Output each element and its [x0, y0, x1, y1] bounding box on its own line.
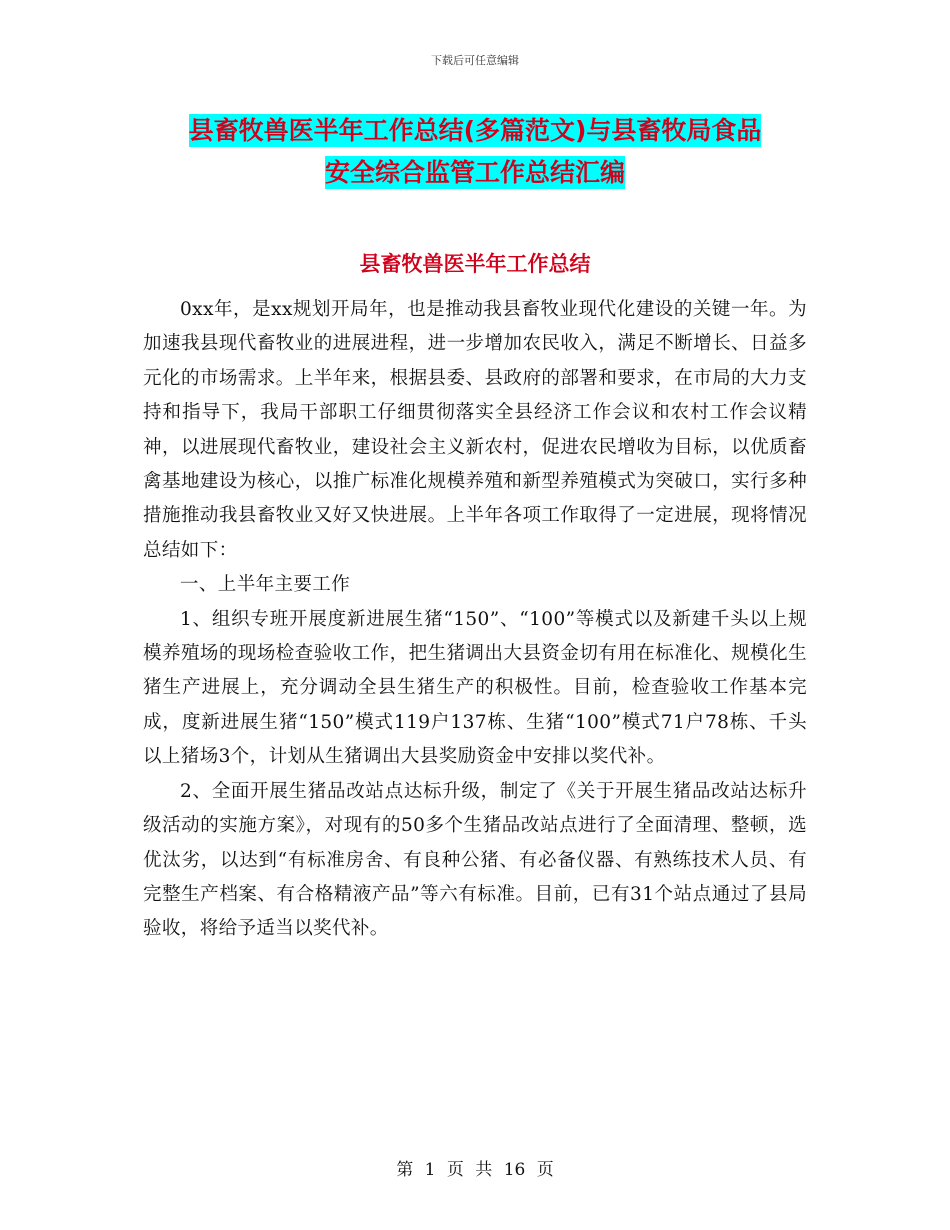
header-note: 下载后可任意编辑 [431, 54, 519, 67]
paragraph-item-2: 2、全面开展生猪品改站点达标升级，制定了《关于开展生猪品改站达标升级活动的实施方案》，对现有的50多个生猪品改站点进行了全面清理、整顿，选优汰劣，以达到“有标准房舍、有良种公猪、有必备仪器、有熟练技术人员、有完整生产档案、有合格精液产品”等六有标准。目前，已有31个站点通过了县局验收，将给予适当以奖代补。 [143, 780, 807, 940]
page-footer: 第 1 页 共 16 页 [396, 1160, 554, 1180]
body-text [143, 293, 807, 947]
title-line-1: 县畜牧兽医半年工作总结(多篇范文)与县畜牧局食品 [188, 116, 762, 145]
title-line-2: 安全综合监管工作总结汇编 [324, 158, 625, 187]
section-heading: 一、上半年主要工作 [180, 574, 351, 596]
paragraph-intro: 0xx年，是xx规划开局年，也是推动我县畜牧业现代化建设的关键一年。为加速我县现代畜牧业的进展进程，进一步增加农民收入，满足不断增长、日益多元化的市场需求。上半年来，根据县委、县政府的部署和要求，在市局的大力支持和指导下，我局干部职工仔细贯彻落实全县经济工作会议和农村工作会议精神，以进展现代畜牧业，建设社会主义新农村，促进农民增收为目标，以优质畜禽基地建设为核心，以推广标准化规模养殖和新型养殖模式为突破口，实行多种措施推动我县畜牧业又好又快进展。上半年各项工作取得了一定进展，现将情况总结如下： [143, 299, 807, 561]
section-title: 县畜牧兽医半年工作总结 [359, 252, 591, 276]
paragraph-item-1: 1、组织专班开展度新进展生猪“150”、“100”等模式以及新建千头以上规模养殖场的现场检查验收工作，把生猪调出大县资金切有用在标准化、规模化生猪生产进展上，充分调动全县生猪生产的积极性。目前，检查验收工作基本完成，度新进展生猪“150”模式119户137栋、生猪“100”模式71户78栋、千头以上猪场3个，计划从生猪调出大县奖励资金中安排以奖代补。 [143, 608, 807, 768]
document-title [145, 110, 805, 194]
